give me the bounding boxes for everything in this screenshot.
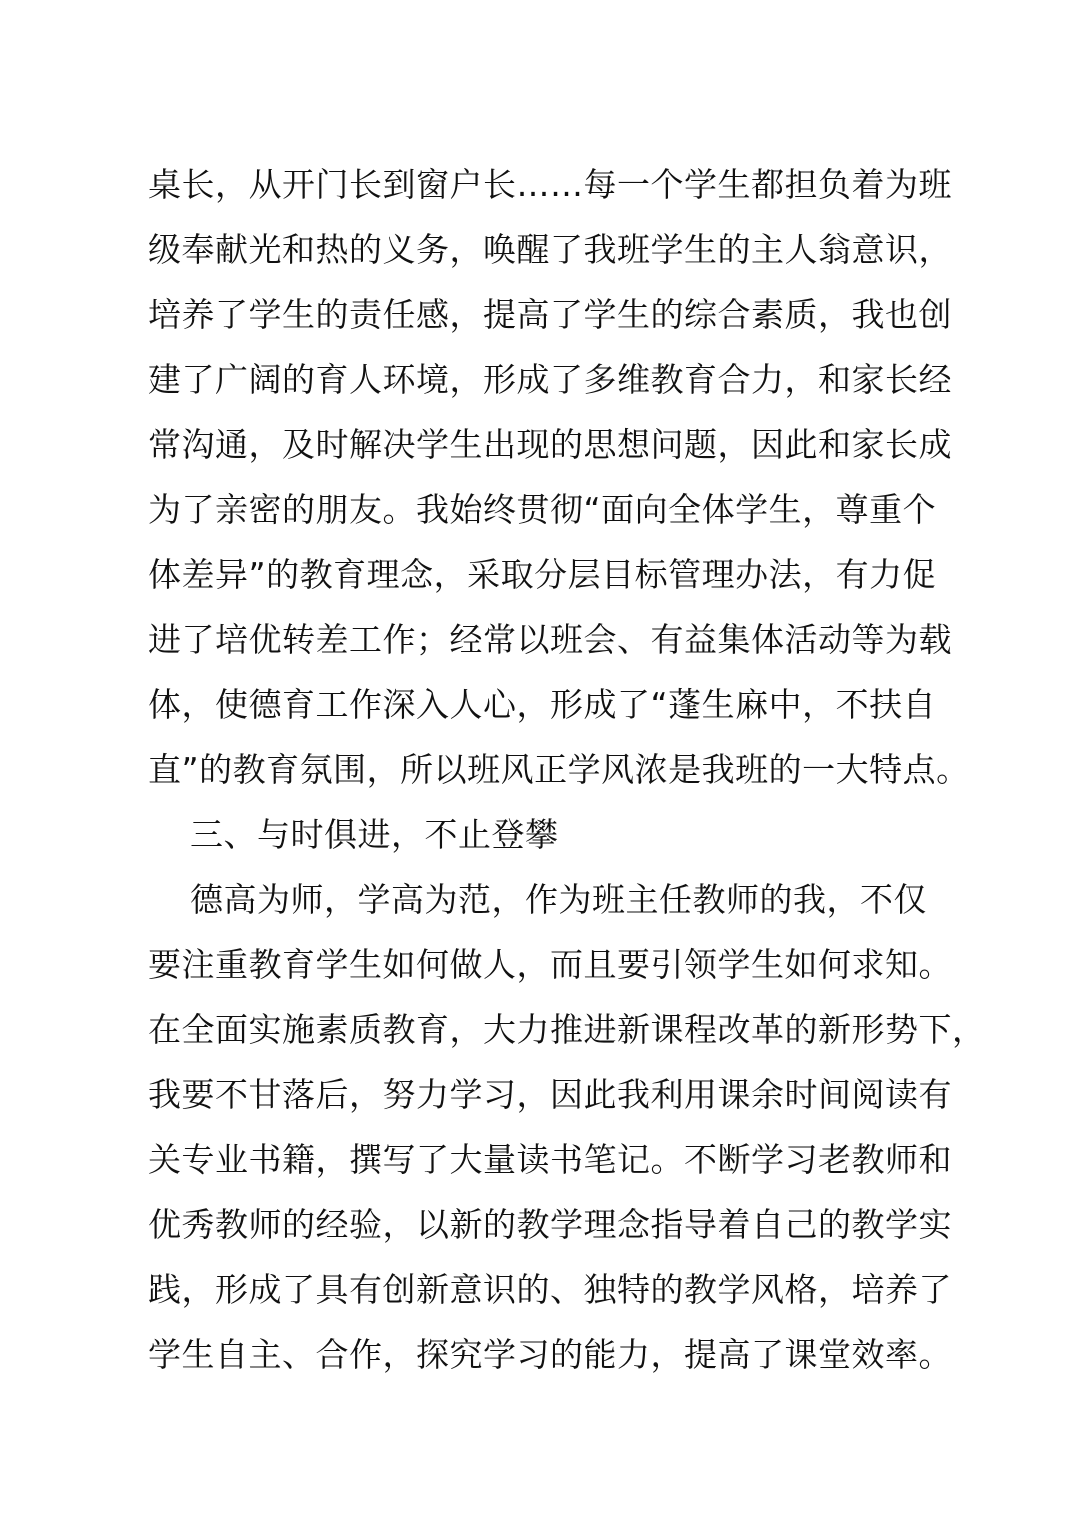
paragraph-line: 关专业书籍，撰写了大量读书笔记。不断学习老教师和 [148,1140,952,1179]
paragraph-line: 我要不甘落后，努力学习，因此我利用课余时间阅读有 [148,1075,952,1114]
paragraph-line: 要注重教育学生如何做人，而且要引领学生如何求知。 [148,945,952,984]
paragraph-line: 进了培优转差工作；经常以班会、有益集体活动等为载 [148,620,952,659]
paragraph-line: 为了亲密的朋友。我始终贯彻“面向全体学生，尊重个 [148,490,937,529]
paragraph-line: 践，形成了具有创新意识的、独特的教学风格，培养了 [148,1270,952,1309]
paragraph-line: 建了广阔的育人环境，形成了多维教育合力，和家长经 [148,360,952,399]
paragraph-line: 体差异”的教育理念，采取分层目标管理办法，有力促 [148,555,937,594]
paragraph-line: 德高为师，学高为范，作为班主任教师的我，不仅 [190,880,927,919]
paragraph-line: 优秀教师的经验，以新的教学理念指导着自己的教学实 [148,1205,952,1244]
paragraph-line: 在全面实施素质教育，大力推进新课程改革的新形势下， [148,1010,986,1049]
paragraph-line: 级奉献光和热的义务，唤醒了我班学生的主人翁意识， [148,230,952,269]
paragraph-line: 培养了学生的责任感，提高了学生的综合素质，我也创 [148,295,952,334]
paragraph-line: 常沟通，及时解决学生出现的思想问题，因此和家长成 [148,425,952,464]
section-heading: 三、与时俱进，不止登攀 [190,815,559,854]
paragraph-line: 体，使德育工作深入人心，形成了“蓬生麻中，不扶自 [148,685,937,724]
paragraph-line: 学生自主、合作，探究学习的能力，提高了课堂效率。 [148,1335,952,1374]
body-text [148,152,986,1387]
paragraph-line: 桌长，从开门长到窗户长……每一个学生都担负着为班 [148,165,952,204]
paragraph-line: 直”的教育氛围，所以班风正学风浓是我班的一大特点。 [148,750,970,789]
